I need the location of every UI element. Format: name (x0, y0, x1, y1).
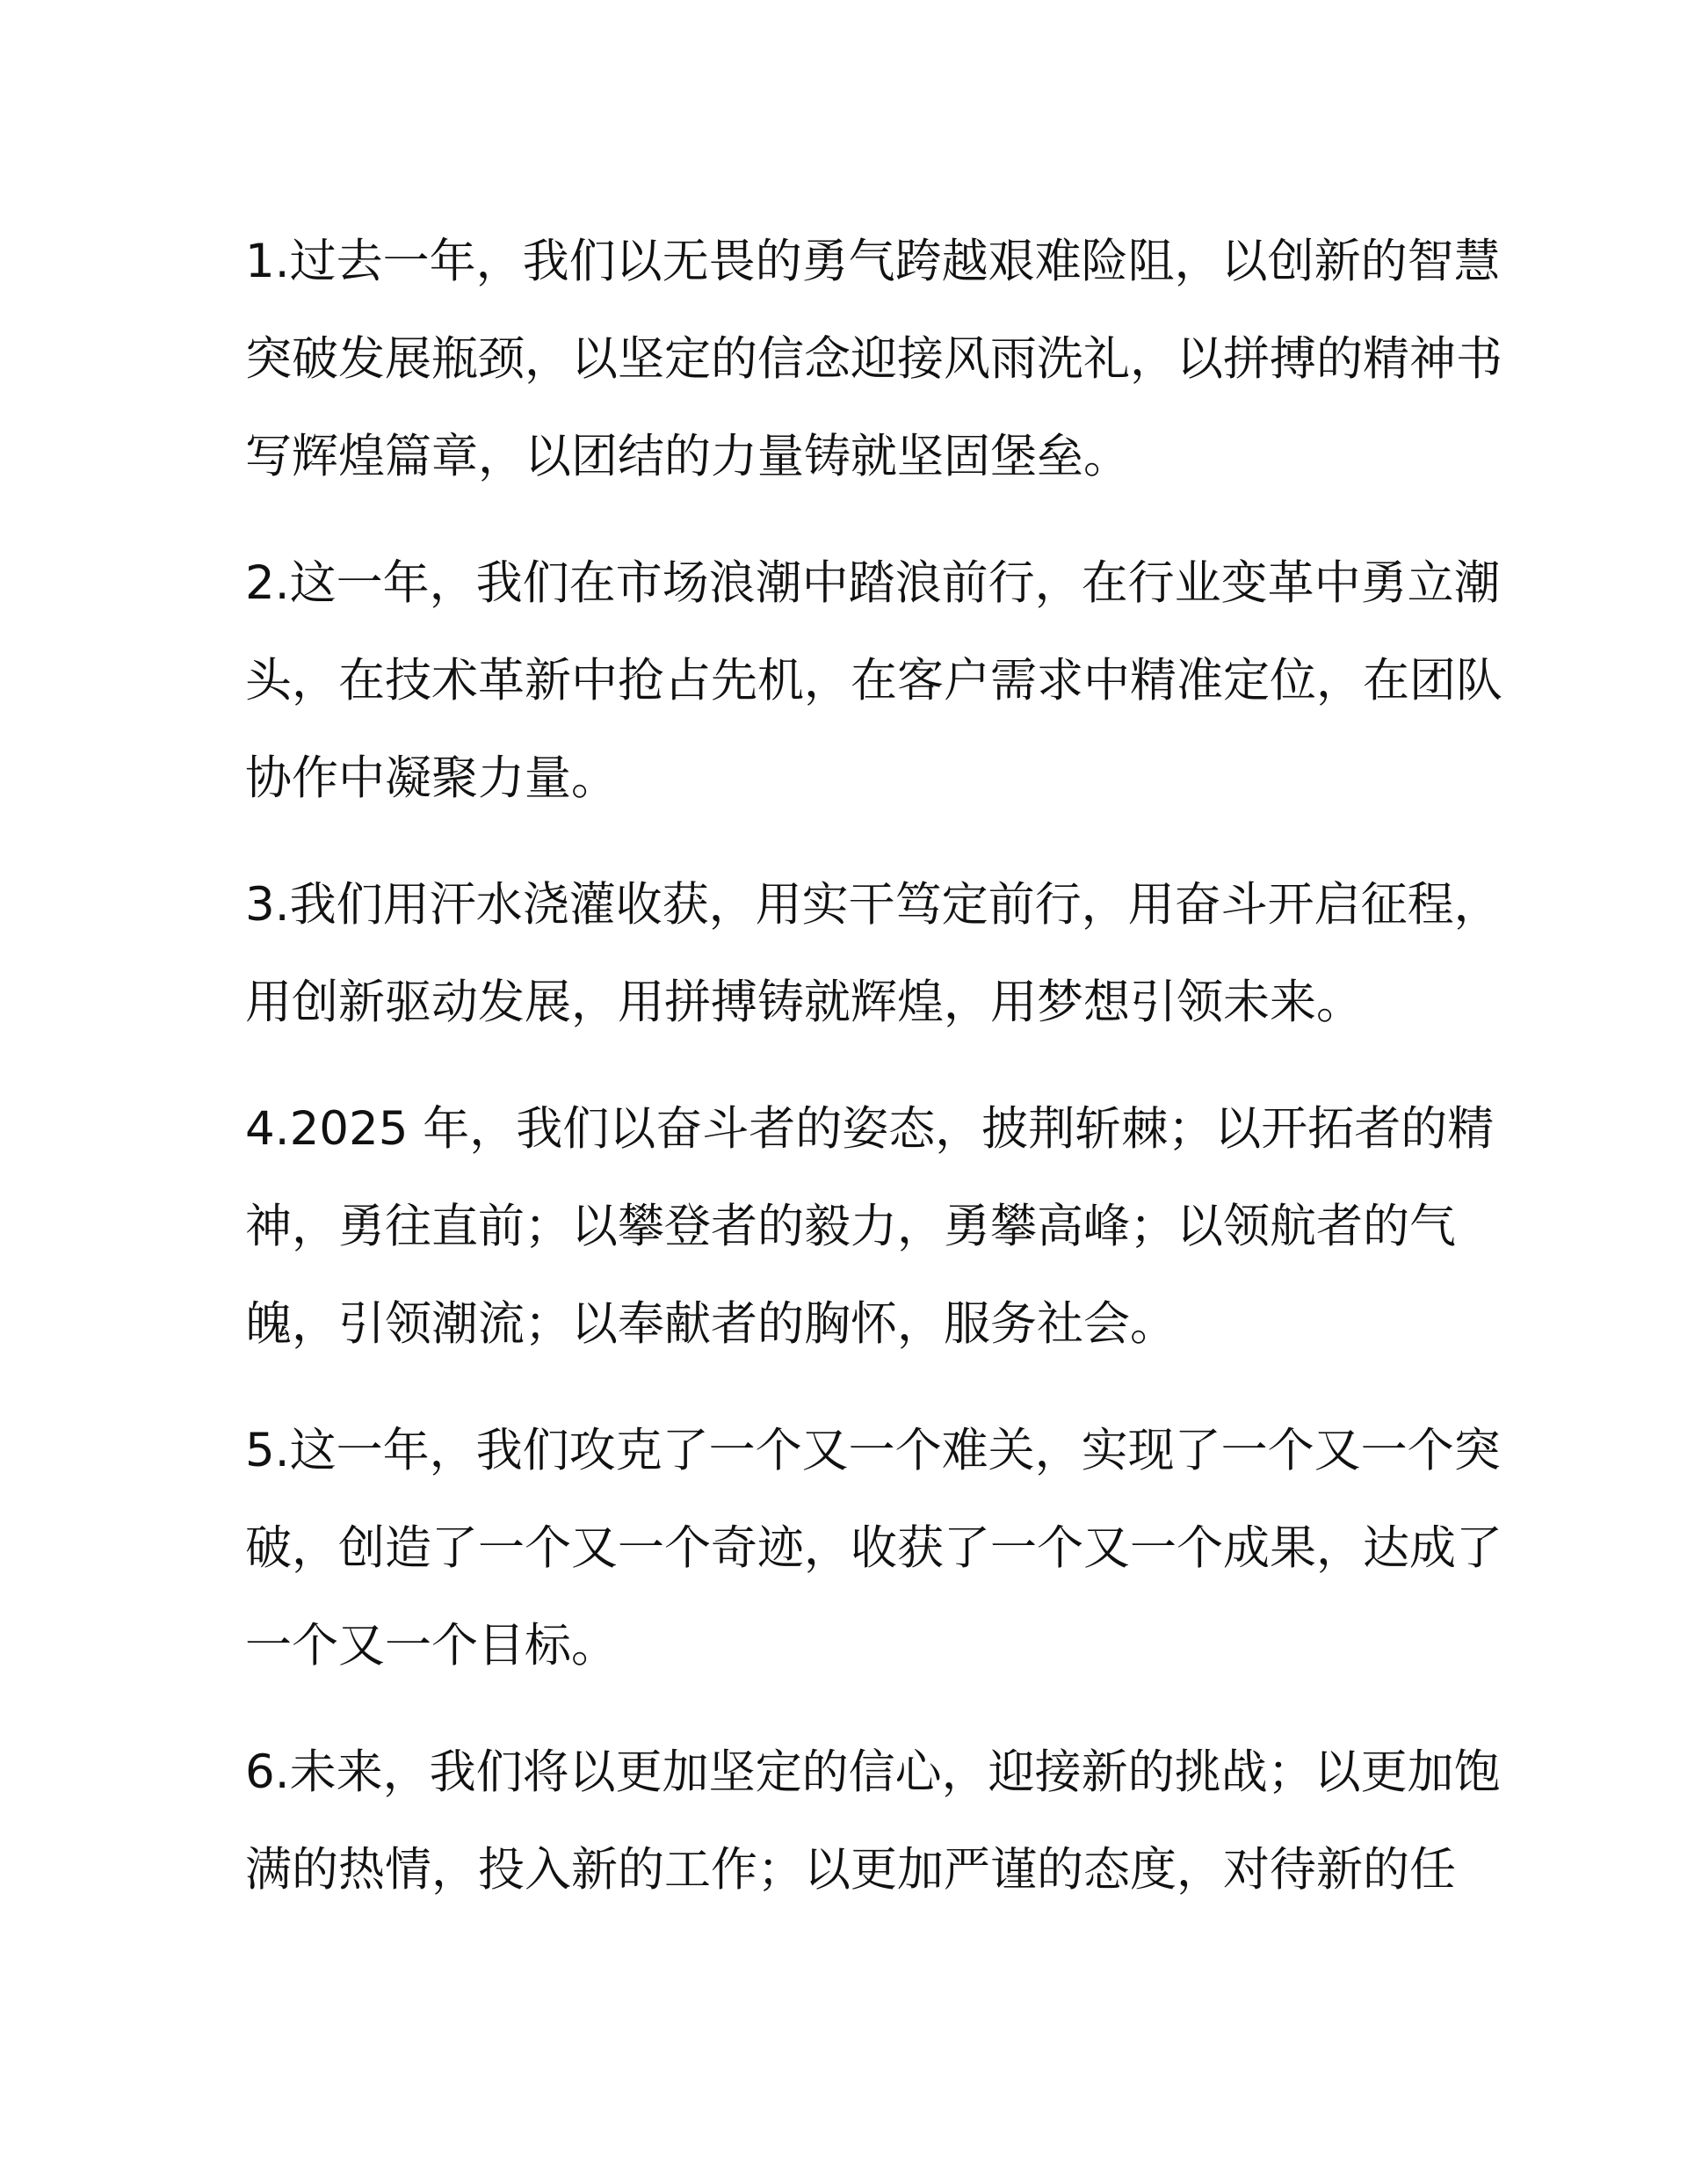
paragraph-line: 破，创造了一个又一个奇迹，收获了一个又一个成果，达成了 (245, 1521, 1502, 1575)
paragraph-1 (245, 213, 1511, 505)
paragraph-3 (245, 856, 1511, 1051)
paragraph-line: 3.我们用汗水浇灌收获，用实干笃定前行，用奋斗开启征程， (245, 878, 1501, 932)
paragraph-line: 6.未来，我们将以更加坚定的信心，迎接新的挑战；以更加饱 (245, 1745, 1501, 1799)
paragraph-line: 头，在技术革新中抢占先机，在客户需求中精准定位，在团队 (245, 654, 1502, 707)
paragraph-line: 魄，引领潮流；以奉献者的胸怀，服务社会。 (245, 1297, 1177, 1351)
paragraph-line: 协作中凝聚力量。 (245, 751, 618, 805)
paragraph-5 (245, 1402, 1511, 1694)
paragraph-line: 满的热情，投入新的工作；以更加严谨的态度，对待新的任 (245, 1843, 1456, 1897)
paragraph-line: 突破发展瓶颈，以坚定的信念迎接风雨洗礼，以拼搏的精神书 (245, 332, 1502, 386)
paragraph-6 (245, 1723, 1511, 1919)
paragraph-line: 4.2025 年，我们以奋斗者的姿态，披荆斩棘；以开拓者的精 (245, 1102, 1495, 1156)
paragraph-2 (245, 534, 1511, 827)
paragraph-line: 2.这一年，我们在市场浪潮中踏浪前行，在行业变革中勇立潮 (245, 556, 1501, 610)
paragraph-line: 一个又一个目标。 (245, 1619, 618, 1672)
paragraph-4 (245, 1080, 1511, 1373)
paragraph-line: 5.这一年，我们攻克了一个又一个难关，实现了一个又一个突 (245, 1424, 1501, 1477)
paragraph-line: 用创新驱动发展，用拼搏铸就辉煌，用梦想引领未来。 (245, 976, 1363, 1029)
paragraph-line: 神，勇往直前；以攀登者的毅力，勇攀高峰；以领航者的气 (245, 1200, 1456, 1253)
paragraph-line: 1.过去一年，我们以无畏的勇气跨越艰难险阻，以创新的智慧 (245, 235, 1501, 288)
paragraph-line: 写辉煌篇章，以团结的力量铸就坚固堡垒。 (245, 430, 1130, 483)
